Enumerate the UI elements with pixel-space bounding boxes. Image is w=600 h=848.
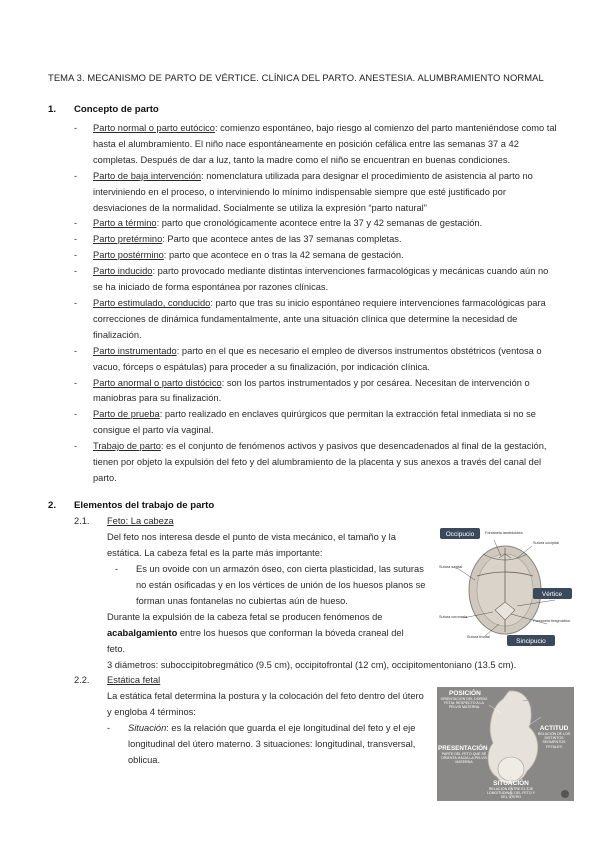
list-item: - Trabajo de parto: es el conjunto de fenómenos activos y pasivos que desencadenados al final de la gestación, tienen por objeto la expulsión del feto y del alumbramiento de la placenta y sus anexos a través del canal del parto. (74, 441, 547, 483)
list-item: - Situación: es la relación que guarda el eje longitudinal del feto y el eje longitudinal del útero materno. 3 situaciones: longitudinal, transversal, oblicua. (107, 723, 416, 765)
list-item-term: Parto estimulado, conducido (93, 297, 211, 308)
posicion-description: ORIENTACIÓN DEL DORSO FETAL RESPECTO A LA PELVIS MATERNA (440, 697, 488, 710)
list-item-term: Parto instrumentado (93, 345, 177, 356)
sutura-coronaria-label: Sutura coronaria (439, 615, 468, 619)
posicion-label: POSICIÓN (449, 690, 481, 697)
presentacion-label: PRESENTACIÓN (438, 745, 488, 752)
skull-illustration (437, 528, 574, 648)
sutura-occipital-label: Sutura occipital (533, 541, 559, 545)
list-item-text: parto que tras su inicio espontáneo requiere intervenciones farmacológicas para correcciones de dinámica fundamentalmente, ante una situación clínica que determine la necesidad de finalización. (93, 297, 546, 340)
list-item-text: : es la relación que guarda el eje longitudinal del feto y el eje longitudinal del útero materno. 3 situaciones: longitudinal, transversal, oblicua. (128, 723, 416, 765)
list-item-text: parto en el que es necesario el empleo de diversos instrumentos obstétricos (ventosa o vacuo, fórceps o espátulas) para proceder a su finalización, por indicación clínica. (93, 345, 542, 372)
fontanela-lambdoidea-label: Fontanela lambdoidea (485, 531, 523, 535)
list-item: - Parto instrumentado: parto en el que es necesario el empleo de diversos instrumentos obstétricos (ventosa o vacuo, fórceps o espátulas) para proceder a su finalización, por indicación clínica. (74, 345, 542, 372)
list-item: - Parto pretérmino: Parto que acontece antes de las 37 semanas completas. (74, 234, 402, 245)
bold-term: acabalgamiento (107, 627, 178, 638)
concept-list (74, 121, 558, 487)
list-item-text: Parto que acontece antes de las 37 semanas completas. (164, 234, 402, 245)
list-item-text: es el conjunto de fenómenos activos y pasivos que desencadenados al final de la gestación, tienen por objeto la expulsión del feto y del alumbramiento de la placenta y sus anexos a través del canal del parto. (93, 441, 547, 483)
paragraph: Del feto nos interesa desde el punto de vista mecánico, el tamaño y la estática. La cabeza fetal es la parte más importante: (107, 532, 396, 558)
presentacion-description: PARTE DEL FETO QUE SE ORIENTA HACIA LA PELVIS MATERNA (441, 752, 487, 765)
occipucio-label: Occipucio (445, 531, 475, 538)
list-item: - Parto postérmino: parto que acontece en o tras la 42 semana de gestación. (74, 250, 404, 261)
list-item-text: Es un ovoide con un armazón óseo, con cierta plasticidad, las suturas no están osificadas y en los vértices de unión de los huesos planos se forman unas fontanelas no cubiertas aún de hueso. (136, 564, 426, 606)
list-item-text: parto que cronológicamente acontece entre la 37 y 42 semanas de gestación. (159, 218, 483, 229)
subsection-number: 2.1. (74, 516, 90, 526)
list-item: - Parto a término: parto que cronológicamente acontece entre la 37 y 42 semanas de gestación. (74, 218, 483, 229)
list-item-term: Parto de prueba (93, 409, 160, 420)
list-item: - Es un ovoide con un armazón óseo, con cierta plasticidad, las suturas no están osificadas y en los vértices de unión de los huesos planos se forman unas fontanelas no cubiertas aún de hueso. (115, 564, 426, 606)
sincipucio-label: Sincipucio (516, 638, 546, 645)
fontanela-bregmatica-label: Fontanela bregmática (533, 619, 570, 623)
list-item-term: Parto pretérmino (93, 234, 163, 245)
situacion-description: RELACIÓN ENTRE EL EJE LONGITUDINAL DEL FETO Y DEL ÚTERO (486, 787, 536, 800)
subsection-number: 2.2. (74, 675, 90, 685)
list-item: - Parto inducido: parto provocado mediante distintas intervenciones farmacológicas y mecánicas cuando aún no se ha iniciado de forma espontánea por razones clínicas. (74, 266, 549, 293)
list-item: - Parto de prueba: parto realizado en enclaves quirúrgicos que permitan la extracción fetal inmediata si no se consigue el parto vía vaginal. (74, 409, 536, 436)
list-item: - Parto anormal o parto distócico: son los partos instrumentados y por cesárea. Necesitan de intervención o maniobras para su finalización. (74, 377, 530, 404)
section-2-title: Elementos del trabajo de parto (74, 500, 215, 511)
list-item-term: Parto inducido (93, 266, 153, 277)
list-item-term: Parto normal o parto eutócico (93, 123, 215, 133)
fetal-static-illustration (437, 687, 574, 801)
page-title: TEMA 3. MECANISMO DE PARTO DE VÉRTICE. CLÍNICA DEL PARTO. ANESTESIA. ALUMBRAMIENTO NORMAL (48, 72, 544, 83)
list-item-text: nomenclatura utilizada para designar el procedimiento de asistencia al parto no interviniendo en el proceso, o interviniendo lo mínimo indispensable siempre que esté justificado por desviaciones de la normalidad. Socialmente se utiliza la expresión “parto natural” (93, 170, 533, 213)
paragraph: La estática fetal determina la postura y la colocación del feto dentro del útero y engloba 4 términos: (107, 691, 424, 717)
list-item-term: Parto a término (93, 218, 157, 229)
paragraph: 3 diámetros: suboccipitobregmático (9.5 cm), occipitofrontal (12 cm), occipitomentoniano (13.5 cm). (107, 660, 517, 670)
section-1-title: Concepto de parto (74, 104, 159, 115)
fetal-static-figure (437, 687, 574, 801)
situacion-label: SITUACIÓN (493, 780, 529, 787)
list-item-term: Parto postérmino (93, 250, 164, 261)
section-1-number: 1. (48, 104, 57, 115)
sutura-frontal-label: Sutura frontal (467, 635, 490, 639)
vertice-label: Vértice (541, 591, 563, 598)
subsection-title: Estática fetal (107, 675, 161, 685)
list-item-term: Parto de baja intervención (93, 170, 202, 181)
actitud-label: ACTITUD (539, 725, 569, 732)
actitud-description: RELACIÓN DE LOS DISTINTOS SEGMENTOS FETALES (537, 732, 571, 749)
list-item: - Parto normal o parto eutócico: comienzo espontáneo, bajo riesgo al comienzo del parto manteniéndose como tal hasta el alumbramiento. El niño nace espontáneamente en posición cefálica entre las semanas 37 a 42 completas. Después de dar a luz, tanto la madre como el niño se encuentran en buenas condiciones. (74, 123, 557, 165)
fetal-skull-figure (437, 528, 574, 648)
list-item-text: parto provocado mediante distintas intervenciones farmacológicas y mecánicas cuando aún no se ha iniciado de forma espontánea por razones clínicas. (93, 266, 549, 293)
paragraph: Durante la expulsión de la cabeza fetal se producen fenómenos de acabalgamiento entre los huesos que conforman la bóveda craneal del feto. (107, 612, 404, 654)
logo-icon (561, 790, 569, 798)
list-item: - Parto estimulado, conducido: parto que tras su inicio espontáneo requiere intervenciones farmacológicas para correcciones de dinámica fundamentalmente, ante una situación clínica que determine la necesidad de finalización. (74, 297, 546, 340)
section-2-number: 2. (48, 500, 57, 511)
list-item-text: comienzo espontáneo, bajo riesgo al comienzo del parto manteniéndose como tal hasta el alumbramiento. El niño nace espontáneamente en posición cefálica entre las semanas 37 a 42 completas. Después de dar a luz, tanto la madre como el niño se encuentran en buenas condiciones. (93, 123, 557, 165)
list-item-term: Situación (128, 723, 167, 733)
sutura-sagital-label: Sutura sagital (439, 565, 463, 569)
list-item-term: Parto anormal o parto distócico (93, 377, 222, 388)
list-item-term: Trabajo de parto (93, 441, 161, 452)
list-item-text: parto que acontece en o tras la 42 semana de gestación. (166, 250, 404, 261)
list-item: - Parto de baja intervención: nomenclatura utilizada para designar el procedimiento de asistencia al parto no interviniendo en el proceso, o interviniendo lo mínimo indispensable siempre que esté justificado por desviaciones de la normalidad. Socialmente se utiliza la expresión “parto natural” (74, 170, 533, 213)
list-item-text: son los partos instrumentados y por cesárea. Necesitan de intervención o maniobras para su finalización. (93, 377, 530, 404)
list-item-text: parto realizado en enclaves quirúrgicos que permitan la extracción fetal inmediata si no se consigue el parto vía vaginal. (93, 409, 536, 436)
subsection-title: Feto: La cabeza (107, 516, 174, 526)
